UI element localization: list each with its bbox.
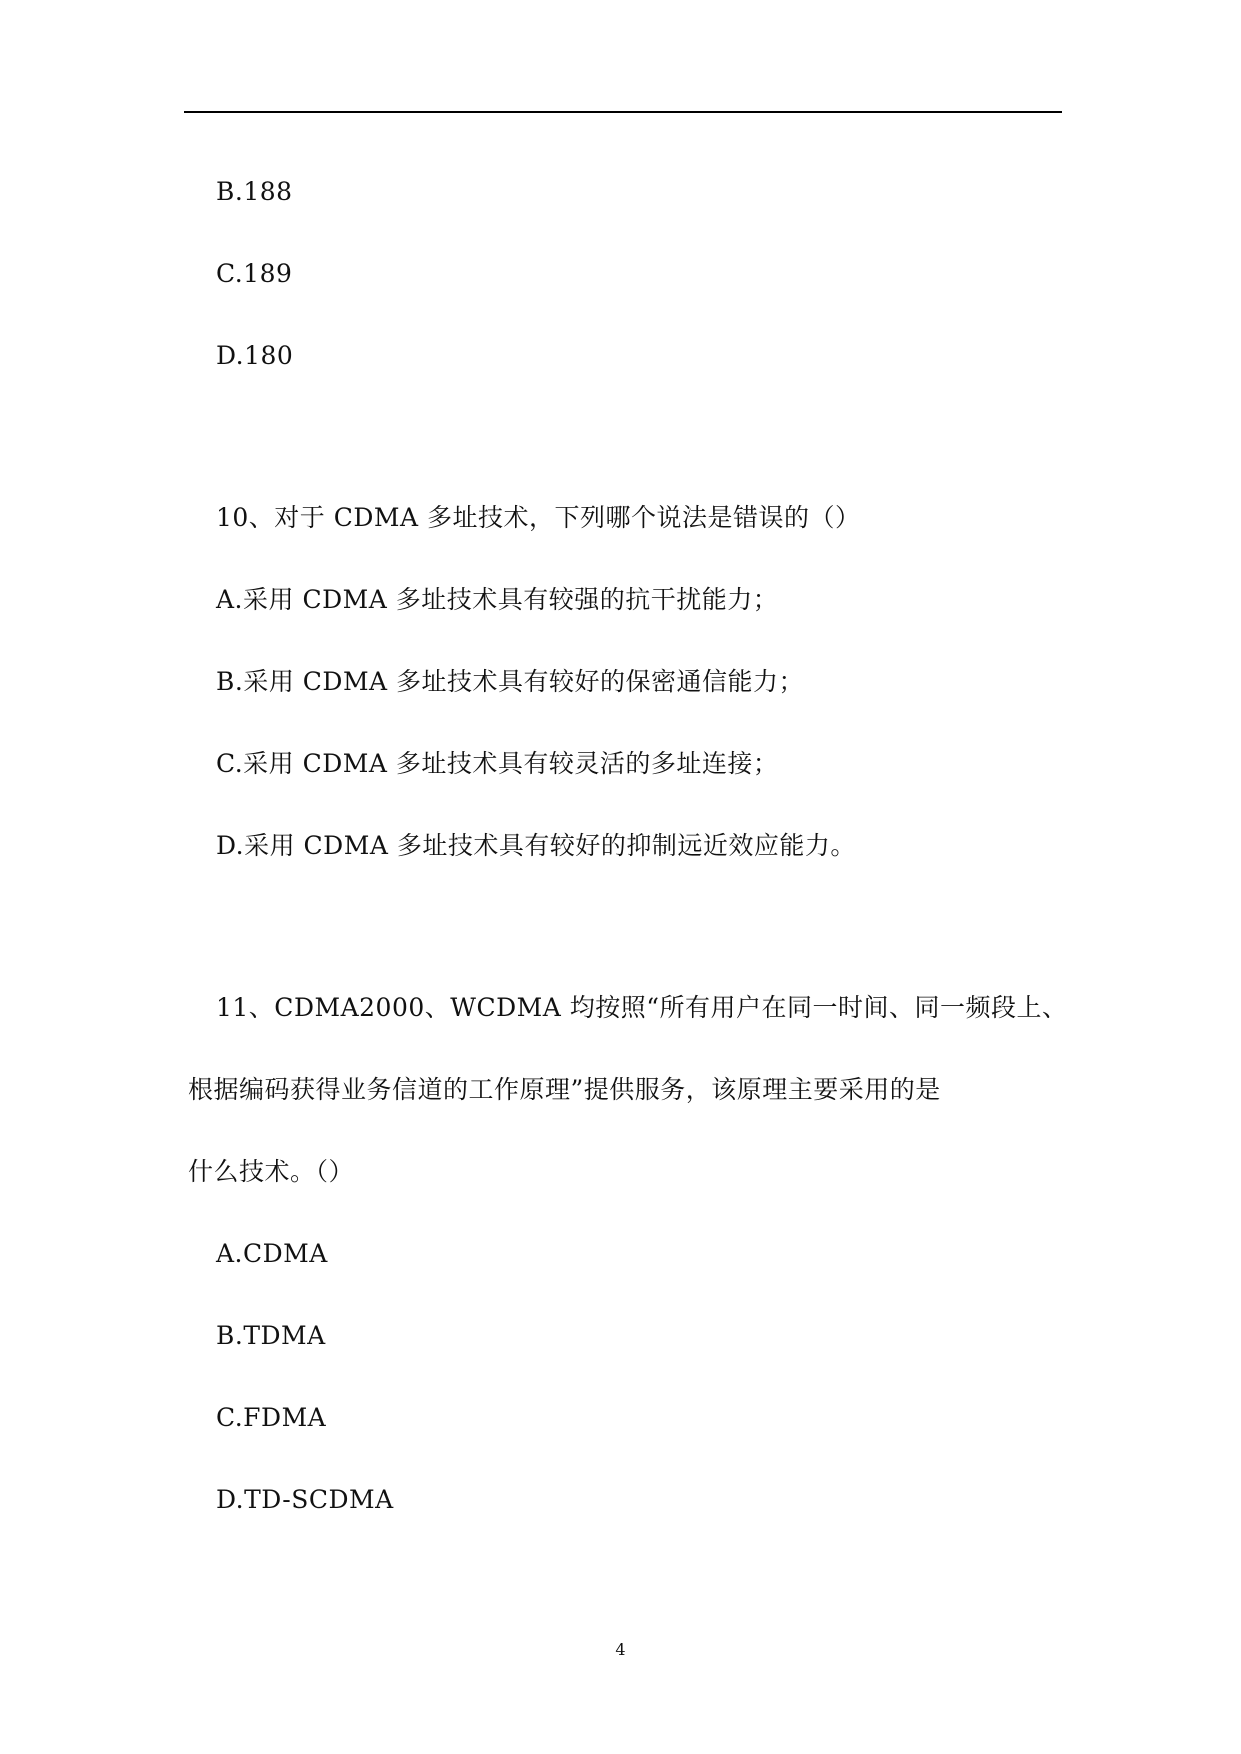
question-11-stem-line-3: 什么技术。（） <box>188 1157 355 1186</box>
question-11-option-b: B.TDMA <box>216 1321 326 1350</box>
question-10-stem: 10、对于 CDMA 多址技术，下列哪个说法是错误的（） <box>216 503 861 532</box>
question-11-option-c: C.FDMA <box>216 1403 327 1432</box>
question-10-option-b: B.采用 CDMA 多址技术具有较好的保密通信能力； <box>216 667 805 696</box>
header-rule <box>184 111 1062 113</box>
question-10-option-c: C.采用 CDMA 多址技术具有较灵活的多址连接； <box>216 749 779 778</box>
option-b-prev: B.188 <box>216 177 293 206</box>
question-11-option-d: D.TD-SCDMA <box>216 1485 394 1514</box>
option-d-prev: D.180 <box>216 341 294 370</box>
question-11-stem-line-1: 11、CDMA2000、WCDMA 均按照“所有用户在同一时间、同一频段上、 <box>216 993 1068 1022</box>
option-c-prev: C.189 <box>216 259 293 288</box>
question-11-stem-line-2: 根据编码获得业务信道的工作原理”提供服务，该原理主要采用的是 <box>188 1075 941 1104</box>
page-number: 4 <box>615 1640 626 1659</box>
question-10-option-d: D.采用 CDMA 多址技术具有较好的抑制远近效应能力。 <box>216 831 856 860</box>
question-10-option-a: A.采用 CDMA 多址技术具有较强的抗干扰能力； <box>216 585 779 614</box>
question-11-option-a: A.CDMA <box>216 1239 328 1268</box>
